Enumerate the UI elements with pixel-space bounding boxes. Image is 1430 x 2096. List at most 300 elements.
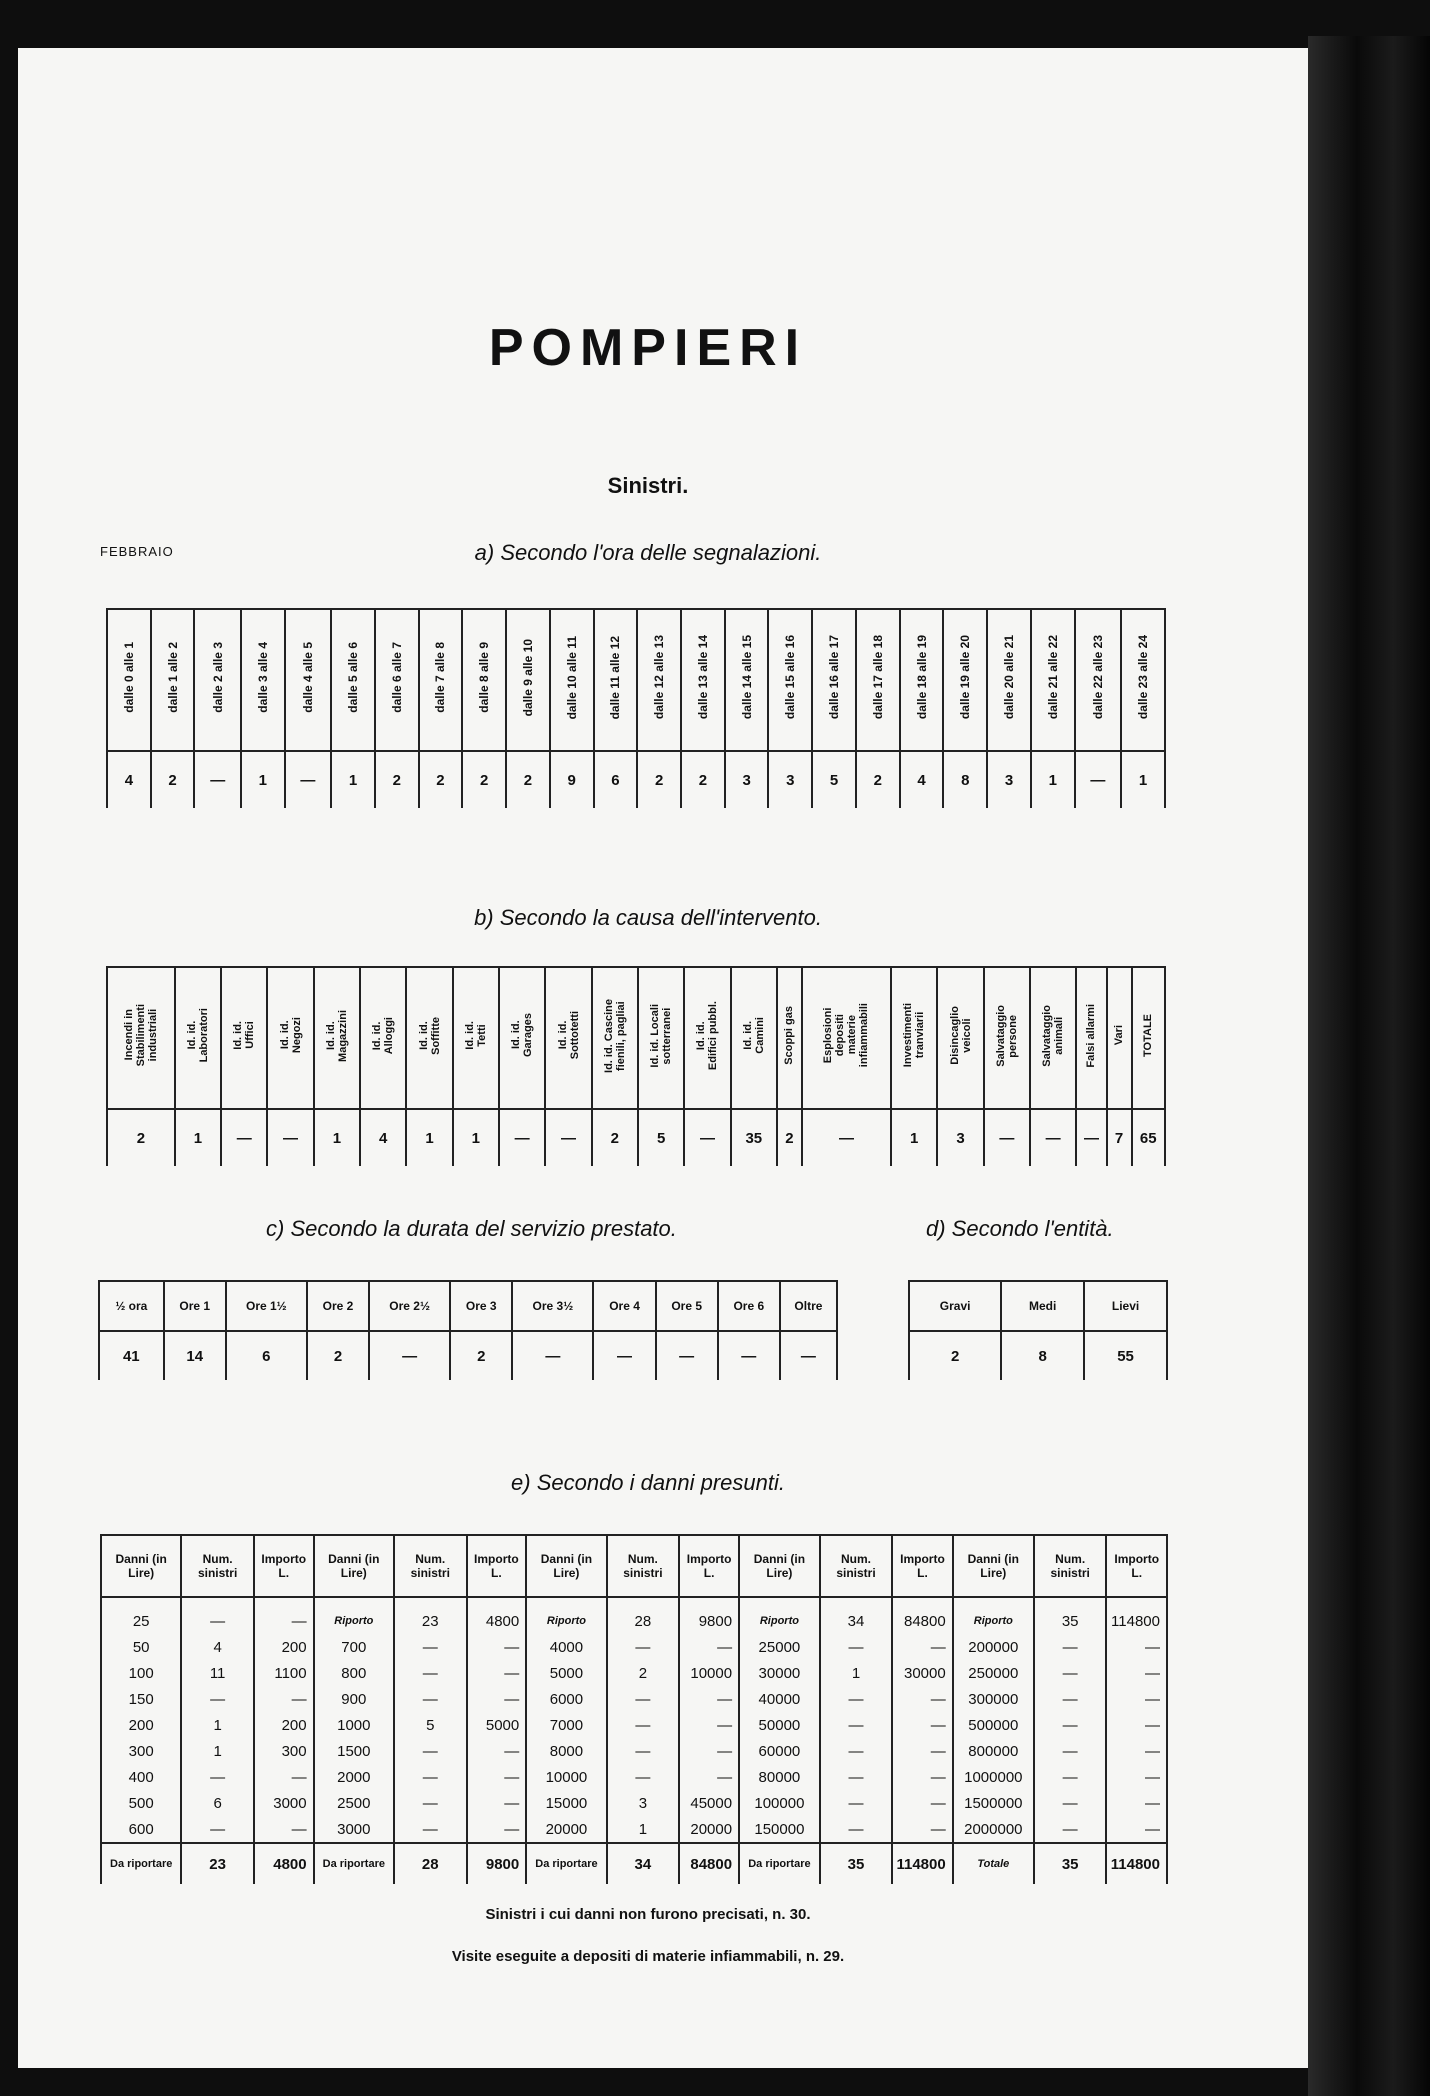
value-cell: — [892,1764,952,1790]
column-header [731,967,777,1109]
value-cell: 60000 [739,1738,820,1764]
column-header: ½ ora [99,1281,164,1331]
value-cell: 1100 [254,1660,314,1686]
value-cell: — [467,1764,527,1790]
value-cell: 900 [314,1686,394,1712]
column-header [1031,609,1075,751]
table-row [101,1712,1167,1738]
value-cell: — [394,1816,467,1843]
value-cell: — [1076,1109,1106,1166]
value-cell: — [394,1660,467,1686]
value-cell: 35 [1034,1597,1107,1634]
value-cell: 9 [550,751,594,808]
table-entity [908,1280,1168,1380]
value-cell: 4800 [467,1597,527,1634]
total-cell: 114800 [1106,1843,1167,1884]
value-cell: — [499,1109,545,1166]
value-cell: 84800 [892,1597,952,1634]
value-cell: 2 [637,751,681,808]
value-cell: — [181,1597,254,1634]
column-header [777,967,802,1109]
column-header: Danni (in Lire) [314,1535,394,1597]
value-cell: 8 [943,751,987,808]
header-label: Vari [1113,1025,1126,1046]
value-cell: — [1106,1660,1167,1686]
total-cell: Da riportare [526,1843,606,1884]
value-cell: — [679,1712,739,1738]
column-header [499,967,545,1109]
value-cell: 55 [1084,1331,1167,1380]
column-header [267,967,313,1109]
header-label: Salvataggio animali [1041,1004,1066,1067]
column-header [987,609,1031,751]
header-label: dalle 10 alle 11 [564,635,579,720]
value-cell: — [394,1634,467,1660]
value-cell: 300000 [953,1686,1034,1712]
value-cell: 4 [107,751,151,808]
value-cell: — [1034,1712,1107,1738]
value-cell: — [467,1660,527,1686]
column-header: Ore 4 [593,1281,655,1331]
value-cell: — [1106,1686,1167,1712]
table-row [101,1634,1167,1660]
total-cell: Da riportare [739,1843,820,1884]
table-hours [106,608,1166,808]
value-cell: 3 [607,1790,680,1816]
value-cell: 100 [101,1660,181,1686]
value-cell: — [820,1686,893,1712]
value-cell: 5000 [526,1660,606,1686]
value-cell: 3000 [314,1816,394,1843]
column-header [1132,967,1165,1109]
column-header [406,967,452,1109]
value-cell: 65 [1132,1109,1165,1166]
header-label: dalle 1 alle 2 [165,642,180,713]
header-label: Id. id. Alloggi [371,1016,396,1055]
value-cell: 2 [375,751,419,808]
value-cell: — [679,1738,739,1764]
total-cell: 35 [820,1843,893,1884]
column-header [331,609,375,751]
scan-top-border [0,0,1430,36]
value-cell: 15000 [526,1790,606,1816]
value-cell: — [254,1816,314,1843]
header-label: Id. id. Negozi [278,1017,303,1054]
value-cell: — [1106,1634,1167,1660]
value-cell: — [1034,1686,1107,1712]
value-cell: 6 [181,1790,254,1816]
column-header [221,967,267,1109]
header-label: dalle 21 alle 22 [1045,635,1060,720]
column-header: Danni (in Lire) [101,1535,181,1597]
header-label: dalle 15 alle 16 [783,635,798,720]
value-cell: — [254,1764,314,1790]
value-cell: — [718,1331,780,1380]
value-cell: — [607,1686,680,1712]
value-cell: 5 [812,751,856,808]
value-cell: 14 [164,1331,226,1380]
value-cell: — [892,1790,952,1816]
value-cell: — [607,1712,680,1738]
value-cell: 10000 [526,1764,606,1790]
value-cell: 2 [592,1109,638,1166]
value-cell: Riporto [953,1597,1034,1634]
value-cell: — [820,1634,893,1660]
column-header [419,609,463,751]
column-header [241,609,285,751]
column-header: Lievi [1084,1281,1167,1331]
value-cell: 800000 [953,1738,1034,1764]
value-cell: 250000 [953,1660,1034,1686]
header-label: dalle 2 alle 3 [210,642,225,713]
value-cell: 1 [1121,751,1165,808]
value-cell: 2000000 [953,1816,1034,1843]
value-cell: 150 [101,1686,181,1712]
value-cell: — [1034,1738,1107,1764]
value-cell: — [780,1331,837,1380]
table-row [101,1790,1167,1816]
value-cell: 200 [254,1634,314,1660]
value-cell: 80000 [739,1764,820,1790]
header-label: Id. id. Edifici pubbl. [695,1000,720,1071]
column-header: Medi [1001,1281,1084,1331]
value-cell: — [467,1816,527,1843]
column-header [550,609,594,751]
column-header [725,609,769,751]
column-header: Gravi [909,1281,1001,1331]
value-cell: 400 [101,1764,181,1790]
value-cell: 2 [462,751,506,808]
section-c-title: c) Secondo la durata del servizio prestato. [266,1216,677,1241]
value-cell: 10000 [679,1660,739,1686]
column-header [1107,967,1132,1109]
header-label: dalle 14 alle 15 [739,635,754,720]
value-cell: 20000 [526,1816,606,1843]
header-label: dalle 23 alle 24 [1136,635,1151,720]
value-cell: 7 [1107,1109,1132,1166]
value-cell: — [1075,751,1121,808]
value-cell: — [267,1109,313,1166]
header-label: dalle 8 alle 9 [477,642,492,713]
header-label: Id. id. Locali sotterranei [649,1003,674,1068]
column-header: Num. sinistri [181,1535,254,1597]
value-cell: — [394,1790,467,1816]
column-header [151,609,195,751]
column-header [545,967,591,1109]
column-header [592,967,638,1109]
value-cell: — [512,1331,593,1380]
value-cell: 2 [107,1109,175,1166]
value-cell: 45000 [679,1790,739,1816]
column-header: Danni (in Lire) [739,1535,820,1597]
value-cell: 3000 [254,1790,314,1816]
value-cell: — [254,1686,314,1712]
value-cell: 41 [99,1331,164,1380]
value-cell: 500000 [953,1712,1034,1738]
column-header [943,609,987,751]
column-header [314,967,360,1109]
total-cell: 84800 [679,1843,739,1884]
header-label: dalle 0 alle 1 [121,642,136,713]
value-cell: — [820,1790,893,1816]
value-cell: 200 [254,1712,314,1738]
value-cell: 3 [768,751,812,808]
header-label: Id. id. Laboratori [185,1008,210,1063]
note-unspecified-damages: Sinistri i cui danni non furono precisati, n. 30. [485,1906,811,1923]
column-header [107,967,175,1109]
value-cell: — [1034,1816,1107,1843]
column-header: Num. sinistri [1034,1535,1107,1597]
value-cell: — [892,1634,952,1660]
total-cell: Da riportare [314,1843,394,1884]
value-cell: 4 [360,1109,406,1166]
column-header [453,967,499,1109]
value-cell: — [802,1109,891,1166]
value-cell: 3 [725,751,769,808]
value-cell: 1 [181,1712,254,1738]
header-label: dalle 18 alle 19 [914,635,929,720]
value-cell: — [1034,1634,1107,1660]
header-label: Id. id. Uffici [232,1021,257,1050]
column-header: Danni (in Lire) [526,1535,606,1597]
value-cell: 200 [101,1712,181,1738]
value-cell: — [593,1331,655,1380]
value-cell: — [467,1738,527,1764]
header-label: dalle 22 alle 23 [1090,635,1105,720]
header-label: Disincaglio veicoli [948,1006,973,1065]
value-cell: 500 [101,1790,181,1816]
value-cell: 1000000 [953,1764,1034,1790]
value-cell: 200000 [953,1634,1034,1660]
value-cell: 11 [181,1660,254,1686]
column-header: Ore 3½ [512,1281,593,1331]
value-cell: — [984,1109,1030,1166]
value-cell: Riporto [739,1597,820,1634]
column-header: Importo L. [679,1535,739,1597]
value-cell: 2 [909,1331,1001,1380]
column-header [360,967,406,1109]
value-cell: — [194,751,240,808]
column-header [984,967,1030,1109]
value-cell: — [181,1816,254,1843]
table-row [101,1660,1167,1686]
value-cell: 100000 [739,1790,820,1816]
document-page [18,48,1308,2068]
total-cell: 9800 [467,1843,527,1884]
value-cell: 2 [856,751,900,808]
value-cell: 300 [101,1738,181,1764]
value-cell: 2 [151,751,195,808]
value-cell: 7000 [526,1712,606,1738]
value-cell: — [545,1109,591,1166]
value-cell: — [1106,1790,1167,1816]
column-header [1075,609,1121,751]
value-cell: — [369,1331,450,1380]
header-label: dalle 3 alle 4 [255,642,270,713]
total-cell: 4800 [254,1843,314,1884]
value-cell: — [1106,1712,1167,1738]
table-damages [100,1534,1168,1884]
value-cell: Riporto [314,1597,394,1634]
column-header [506,609,550,751]
value-cell: — [394,1764,467,1790]
value-cell: 34 [820,1597,893,1634]
column-header [1030,967,1076,1109]
column-header: Ore 2 [307,1281,369,1331]
value-cell: Riporto [526,1597,606,1634]
column-header: Importo L. [467,1535,527,1597]
totals-row [101,1843,1167,1884]
column-header [375,609,419,751]
column-header [462,609,506,751]
value-cell: 4 [181,1634,254,1660]
value-cell: 25 [101,1597,181,1634]
header-label: Id. id. Camini [741,1017,766,1054]
header-label: Falsi allarmi [1085,1003,1098,1068]
total-cell: Totale [953,1843,1034,1884]
value-cell: — [892,1816,952,1843]
value-cell: 35 [731,1109,777,1166]
value-cell: 8000 [526,1738,606,1764]
section-d-title: d) Secondo l'entità. [926,1216,1114,1241]
column-header: Importo L. [892,1535,952,1597]
header-label: Id. id. Soffitte [417,1016,442,1055]
value-cell: 1 [331,751,375,808]
table-duration [98,1280,838,1380]
section-e-title: e) Secondo i danni presunti. [511,1470,785,1495]
page-title: POMPIERI [488,319,808,377]
column-header [768,609,812,751]
table-row [101,1764,1167,1790]
column-header [937,967,983,1109]
value-cell: 150000 [739,1816,820,1843]
column-header: Num. sinistri [394,1535,467,1597]
value-cell: 1 [891,1109,937,1166]
column-header [681,609,725,751]
value-cell: 800 [314,1660,394,1686]
value-cell: 30000 [892,1660,952,1686]
header-label: dalle 20 alle 21 [1002,635,1017,720]
table-row [101,1686,1167,1712]
value-cell: — [1106,1816,1167,1843]
column-header [1121,609,1165,751]
value-cell: 5 [394,1712,467,1738]
value-cell: — [467,1634,527,1660]
value-cell: — [1034,1660,1107,1686]
value-cell: 9800 [679,1597,739,1634]
header-label: dalle 4 alle 5 [300,642,315,713]
value-cell: — [285,751,331,808]
value-cell: 1 [181,1738,254,1764]
value-cell: 1 [175,1109,221,1166]
value-cell: 50 [101,1634,181,1660]
value-cell: 114800 [1106,1597,1167,1634]
value-cell: — [892,1686,952,1712]
note-inspections: Visite eseguite a depositi di materie infiammabili, n. 29. [451,1948,845,1965]
book-spine [1308,36,1430,2096]
page-subtitle: Sinistri. [607,473,689,498]
value-cell: 1500000 [953,1790,1034,1816]
value-cell: 1 [607,1816,680,1843]
table-row [101,1597,1167,1634]
value-cell: — [820,1712,893,1738]
header-label: dalle 16 alle 17 [827,635,842,720]
total-cell: 28 [394,1843,467,1884]
column-header [285,609,331,751]
value-cell: — [1106,1764,1167,1790]
month-label: FEBBRAIO [100,544,174,559]
value-cell: 2 [607,1660,680,1686]
value-cell: — [467,1790,527,1816]
value-cell: — [181,1764,254,1790]
total-cell: 23 [181,1843,254,1884]
value-cell: 5 [638,1109,684,1166]
column-header [1076,967,1106,1109]
header-label: dalle 17 alle 18 [870,635,885,720]
header-label: dalle 19 alle 20 [958,635,973,720]
total-cell: 35 [1034,1843,1107,1884]
column-header: Ore 2½ [369,1281,450,1331]
header-label: Salvataggio persone [994,1004,1019,1067]
column-header: Ore 6 [718,1281,780,1331]
column-header [638,967,684,1109]
total-cell: 34 [607,1843,680,1884]
column-header [175,967,221,1109]
value-cell: — [892,1738,952,1764]
header-label: dalle 9 alle 10 [520,638,535,717]
value-cell: 2 [777,1109,802,1166]
header-label: dalle 7 alle 8 [433,642,448,713]
header-label: Incendi in Stabilimenti industriali [122,1004,159,1067]
value-cell: — [607,1764,680,1790]
value-cell: — [1106,1738,1167,1764]
value-cell: — [679,1764,739,1790]
value-cell: 1 [453,1109,499,1166]
column-header [194,609,240,751]
value-cell: — [820,1764,893,1790]
value-cell: 2000 [314,1764,394,1790]
value-cell: 700 [314,1634,394,1660]
header-label: dalle 12 alle 13 [652,635,667,720]
column-header: Num. sinistri [607,1535,680,1597]
column-header [107,609,151,751]
column-header [812,609,856,751]
value-cell: 6000 [526,1686,606,1712]
header-label: Investimenti tranviarii [902,1003,927,1068]
header-label: Id. id. Garages [510,1013,535,1058]
value-cell: — [394,1686,467,1712]
header-label: Id. id. Tetti [463,1021,488,1050]
value-cell: 3 [937,1109,983,1166]
column-header: Ore 1½ [226,1281,307,1331]
value-cell: — [394,1738,467,1764]
value-cell: 2 [450,1331,512,1380]
column-header: Importo L. [254,1535,314,1597]
table-row [101,1738,1167,1764]
header-label: Id. id. Magazzini [324,1009,349,1062]
value-cell: — [221,1109,267,1166]
value-cell: 1 [820,1660,893,1686]
header-label: Scoppi gas [783,1006,796,1065]
value-cell: 28 [607,1597,680,1634]
value-cell: 4000 [526,1634,606,1660]
table-row [101,1816,1167,1843]
column-header: Importo L. [1106,1535,1167,1597]
column-header: Danni (in Lire) [953,1535,1034,1597]
value-cell: — [679,1686,739,1712]
value-cell: 1 [406,1109,452,1166]
value-cell: 5000 [467,1712,527,1738]
